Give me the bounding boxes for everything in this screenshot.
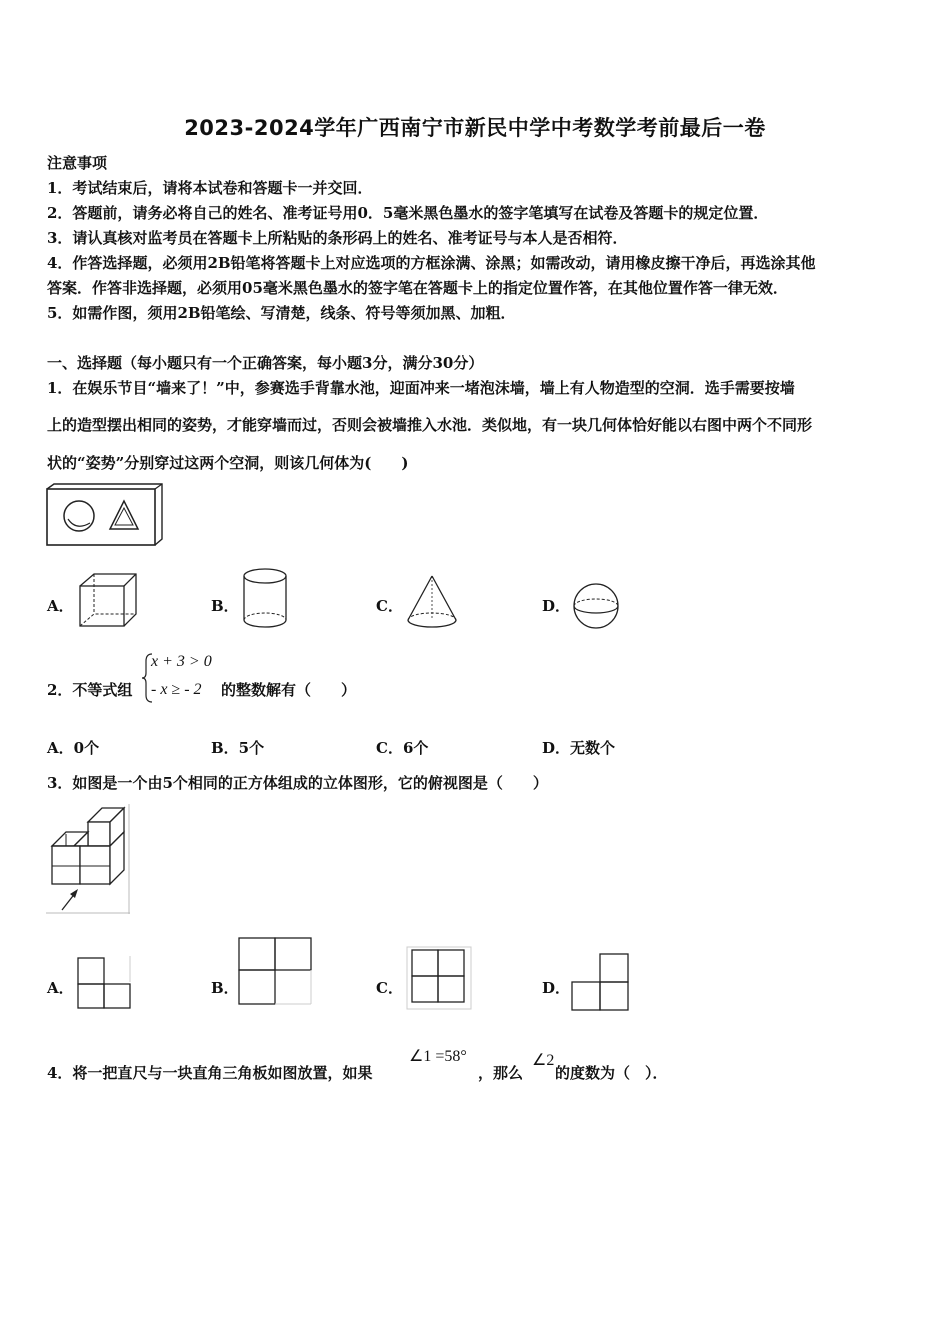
q2-suffix: 的整数解有（ ） [221, 681, 357, 699]
q1-option-a[interactable]: A． [47, 597, 74, 615]
q2-option-d[interactable]: D．无数个 [542, 739, 616, 757]
q1-option-d[interactable]: D． [542, 597, 571, 615]
q3-text: 3．如图是一个由5个相同的正方体组成的立体图形，它的俯视图是（ ） [47, 774, 548, 792]
notice-item: 5．如需作图，须用2B铅笔绘、写清楚，线条、符号等须加黑、加粗． [47, 304, 516, 322]
inequality-2: - x ≥ - 2 [151, 681, 202, 698]
q4-middle: ，那么 [478, 1064, 524, 1082]
inequality-1: x + 3 > 0 [151, 653, 212, 670]
q2-option-b[interactable]: B．5个 [211, 739, 265, 757]
q1-line: 上的造型摆出相同的姿势，才能穿墙而过，否则会被墙推入水池．类似地，有一块几何体恰好能以右图中两个不同形 [47, 416, 813, 434]
q3-option-d[interactable]: D． [542, 979, 571, 997]
page-title: 2023-2024学年广西南宁市新民中学中考数学考前最后一卷 [184, 116, 766, 140]
q1-line: 1．在娱乐节目“墙来了！”中，参赛选手背靠水池，迎面冲来一堵泡沫墙，墙上有人物造型的空洞．选手需要按墙 [47, 379, 795, 397]
notice-item: 答案．作答非选择题，必须用05毫米黑色墨水的签字笔在答题卡上的指定位置作答，在其他位置作答一律无效． [47, 279, 788, 297]
cube-icon [78, 572, 140, 628]
q2-prefix: 2．不等式组 [47, 681, 133, 699]
notice-item: 4．作答选择题，必须用2B铅笔将答题卡上对应选项的方框涂满、涂黑；如需改动，请用橡皮擦干净后，再选涂其他 [47, 254, 816, 272]
top-view-d [570, 952, 632, 1012]
cube-stack-figure [46, 804, 132, 916]
cylinder-icon [242, 568, 288, 630]
cone-icon [406, 574, 458, 630]
q1-option-b[interactable]: B． [211, 597, 239, 615]
top-view-c [406, 946, 472, 1010]
q2-option-a[interactable]: A．0个 [47, 739, 100, 757]
angle-1-value: ∠1 =58° [409, 1048, 467, 1065]
q4-suffix: 的度数为（ ）． [555, 1064, 668, 1082]
q1-option-c[interactable]: C． [376, 597, 403, 615]
angle-2: ∠2 [532, 1052, 555, 1069]
q4-prefix: 4．将一把直尺与一块直角三角板如图放置，如果 [47, 1064, 373, 1082]
notice-item: 2．答题前，请务必将自己的姓名、准考证号用0．5毫米黑色墨水的签字笔填写在试卷及答题卡的规定位置． [47, 204, 769, 222]
q1-line: 状的“姿势”分别穿过这两个空洞，则该几何体为( ) [47, 454, 409, 472]
wall-holes-figure [46, 483, 164, 547]
section-heading: 一、选择题（每小题只有一个正确答案，每小题3分，满分30分） [47, 354, 484, 372]
notice-item: 1．考试结束后，请将本试卷和答题卡一并交回． [47, 179, 373, 197]
q3-option-b[interactable]: B． [211, 979, 239, 997]
top-view-b [237, 936, 313, 1006]
q2-option-c[interactable]: C．6个 [376, 739, 429, 757]
q3-option-a[interactable]: A． [47, 979, 74, 997]
sphere-icon [572, 582, 622, 632]
notice-heading: 注意事项 [47, 154, 108, 172]
notice-item: 3．请认真核对监考员在答题卡上所粘贴的条形码上的姓名、准考证号与本人是否相符． [47, 229, 628, 247]
q3-option-c[interactable]: C． [376, 979, 403, 997]
top-view-a [76, 956, 132, 1010]
